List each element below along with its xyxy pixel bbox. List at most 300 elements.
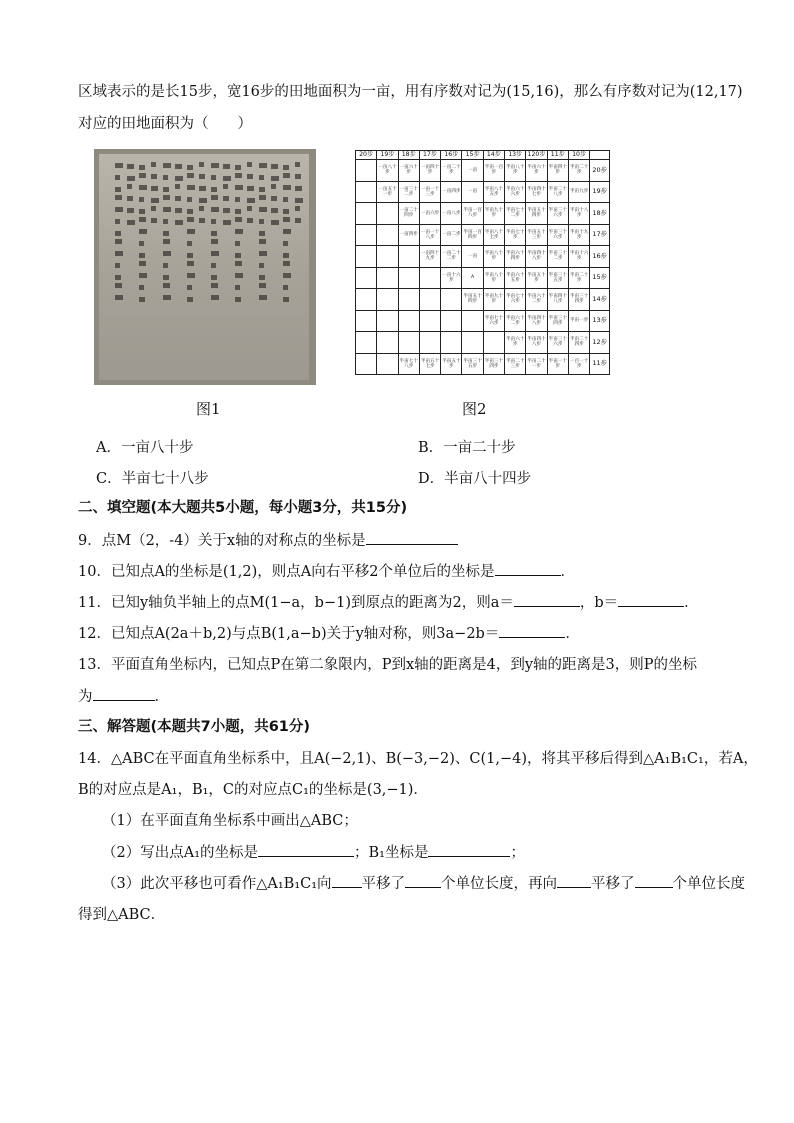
- table-cell: 一亩: [462, 160, 483, 182]
- brush-mark: [259, 239, 266, 244]
- q13-line2: 为 ．: [78, 686, 169, 707]
- table-cell: [356, 203, 377, 225]
- brush-mark: [235, 209, 241, 214]
- table-cell: 一亩一十三步: [419, 181, 440, 203]
- brush-mark: [163, 251, 171, 256]
- table-cell: 一亩八十步: [377, 160, 398, 182]
- table-row-label: 12步: [590, 332, 610, 354]
- q14-direction1-blank[interactable]: [332, 873, 362, 888]
- brush-mark: [187, 197, 192, 202]
- brush-mark: [259, 295, 267, 300]
- brush-mark: [151, 206, 156, 211]
- brush-mark: [223, 164, 230, 169]
- brush-mark: [163, 187, 169, 192]
- table-cell: 一亩四十步: [419, 160, 440, 182]
- table-cell: 半亩八十步: [483, 246, 504, 268]
- brush-mark: [139, 297, 145, 302]
- table-row-label: 11步: [590, 353, 610, 375]
- table-cell: [377, 224, 398, 246]
- q13-line1: 13．平面直角坐标内，已知点P在第二象限内，P到x轴的距离是4，到y轴的距离是3，则P的坐标: [78, 657, 698, 673]
- table-header-cell: 10步: [568, 151, 589, 160]
- brush-mark: [139, 229, 147, 234]
- table-cell: [377, 246, 398, 268]
- brush-mark: [127, 164, 134, 169]
- brush-mark: [223, 196, 229, 201]
- table-cell: [377, 203, 398, 225]
- table-cell: 半亩十九步: [568, 224, 589, 246]
- brush-mark: [187, 253, 193, 258]
- brush-mark: [115, 187, 121, 192]
- brush-mark: [175, 176, 183, 181]
- table-header-row: [356, 151, 610, 160]
- brush-mark: [139, 197, 144, 202]
- table-cell: [419, 332, 440, 354]
- table-cell: 一亩二十步: [441, 160, 462, 182]
- table-cell: 半亩四十八步: [526, 332, 547, 354]
- brush-mark: [187, 217, 194, 222]
- brush-mark: [115, 295, 123, 300]
- table-cell: 半亩四十步: [547, 160, 568, 182]
- brush-mark: [139, 173, 146, 178]
- brush-mark: [211, 283, 218, 288]
- brush-mark: [211, 295, 219, 300]
- table-cell: [419, 289, 440, 311]
- brush-mark: [235, 173, 242, 178]
- table-cell: 半亩八十七步: [483, 224, 504, 246]
- brush-mark: [235, 241, 240, 246]
- table-row-label: 16步: [590, 246, 610, 268]
- table-cell: 半亩二十四步: [568, 332, 589, 354]
- brush-mark: [271, 184, 276, 189]
- brush-mark: [163, 283, 170, 288]
- table-cell: 一亩十六步: [441, 267, 462, 289]
- brush-mark: [211, 163, 219, 168]
- table-row-label: 14步: [590, 289, 610, 311]
- table-cell: 半亩三十五步: [547, 267, 568, 289]
- table-cell: [356, 224, 377, 246]
- table-cell: [356, 246, 377, 268]
- table-cell: 半亩六十六步: [505, 181, 526, 203]
- table-cell: 半亩一步: [568, 310, 589, 332]
- table-cell: [356, 353, 377, 375]
- table-cell: 半亩六十二步: [526, 289, 547, 311]
- q12-answer-blank[interactable]: [499, 623, 565, 638]
- brush-mark: [139, 217, 146, 222]
- table-row: [356, 332, 610, 354]
- brush-mark: [115, 195, 122, 200]
- option-d: D．半亩八十四步: [418, 471, 532, 487]
- q14-direction2-blank[interactable]: [557, 873, 591, 888]
- brush-mark: [283, 209, 289, 214]
- brush-mark: [259, 187, 265, 192]
- figure2-area-table: [355, 150, 610, 375]
- table-cell: 半亩四十七步: [526, 181, 547, 203]
- brush-mark: [163, 263, 168, 268]
- brush-mark: [283, 185, 291, 190]
- brush-mark: [247, 218, 253, 223]
- table-cell: 半亩八十步: [483, 267, 504, 289]
- brush-mark: [187, 165, 193, 170]
- table-cell: 一亩: [462, 181, 483, 203]
- figure1-caption: 图1: [196, 400, 221, 418]
- option-b: B．一亩二十步: [418, 440, 516, 456]
- brush-mark: [199, 198, 207, 203]
- table-cell: 一亩二步: [441, 224, 462, 246]
- table-cell: [462, 332, 483, 354]
- brush-mark: [211, 195, 218, 200]
- table-cell: 一亩四步: [398, 224, 419, 246]
- table-row: [356, 267, 610, 289]
- brush-mark: [127, 176, 135, 181]
- table-cell: 半亩三十二步: [547, 246, 568, 268]
- brush-mark: [175, 196, 181, 201]
- brush-mark: [187, 185, 195, 190]
- table-cell: 一亩一十八步: [419, 224, 440, 246]
- brush-mark: [235, 297, 241, 302]
- brush-mark: [235, 217, 242, 222]
- brush-mark: [139, 241, 144, 246]
- table-cell: A: [462, 267, 483, 289]
- table-cell: 半亩八十步: [505, 160, 526, 182]
- table-cell: 半亩一十步: [547, 353, 568, 375]
- brush-mark: [151, 174, 157, 179]
- q10-answer-blank[interactable]: [495, 561, 561, 576]
- brush-mark: [283, 217, 290, 222]
- table-cell: 半亩九步: [568, 181, 589, 203]
- table-row: [356, 310, 610, 332]
- brush-mark: [211, 207, 219, 212]
- brush-mark: [283, 297, 289, 302]
- table-cell: 半亩三十四步: [568, 289, 589, 311]
- brush-mark: [211, 239, 218, 244]
- table-cell: [356, 332, 377, 354]
- table-row: [356, 203, 610, 225]
- brush-mark: [259, 207, 267, 212]
- q9-answer-blank[interactable]: [366, 530, 458, 545]
- brush-mark: [283, 197, 288, 202]
- table-cell: 半亩七十步: [505, 224, 526, 246]
- q14-part3-cont: 得到△ABC．: [78, 907, 166, 923]
- brush-mark: [199, 162, 204, 167]
- brush-mark: [127, 184, 132, 189]
- table-cell: 半亩二十步: [568, 267, 589, 289]
- table-cell: [483, 332, 504, 354]
- table-cell: 一亩四十九步: [419, 246, 440, 268]
- brush-mark: [151, 218, 157, 223]
- table-cell: [377, 289, 398, 311]
- table-cell: [398, 267, 419, 289]
- brush-mark: [259, 283, 266, 288]
- brush-mark: [115, 207, 123, 212]
- table-cell: [356, 181, 377, 203]
- brush-mark: [295, 206, 300, 211]
- table-cell: [398, 310, 419, 332]
- table-cell: 半亩一百四步: [462, 224, 483, 246]
- table-cell: 半亩五十四步: [526, 203, 547, 225]
- brush-mark: [259, 263, 264, 268]
- table-cell: 一亩八步: [441, 203, 462, 225]
- table-cell: 半亩六十步: [505, 332, 526, 354]
- brush-mark: [259, 231, 265, 236]
- brush-mark: [187, 241, 192, 246]
- brush-mark: [127, 196, 133, 201]
- brush-mark: [151, 162, 156, 167]
- table-cell: [356, 267, 377, 289]
- table-cell: 一亩四步: [441, 181, 462, 203]
- brush-mark: [283, 229, 291, 234]
- table-cell: [377, 332, 398, 354]
- q8-stem-line2: 对应的田地面积为（ ）: [78, 116, 252, 132]
- table-cell: [441, 289, 462, 311]
- brush-mark: [175, 164, 182, 169]
- table-cell: [398, 332, 419, 354]
- table-cell: 半亩二十步: [568, 160, 589, 182]
- brush-mark: [187, 273, 195, 278]
- table-header-cell: 120步: [527, 151, 546, 158]
- table-cell: 半亩九十步: [483, 289, 504, 311]
- table-cell: 一亩二十四步: [398, 203, 419, 225]
- brush-mark: [247, 174, 253, 179]
- table-cell: 半亩七十二步: [505, 203, 526, 225]
- table-header-cell: 17步: [419, 151, 440, 160]
- table-cell: [398, 246, 419, 268]
- table-cell: 半亩三十四步: [483, 353, 504, 375]
- table-cell: 半亩五十四步: [462, 289, 483, 311]
- table-cell: [419, 310, 440, 332]
- brush-mark: [127, 220, 135, 225]
- table-corner-cell: [590, 151, 610, 160]
- table-cell: 半亩三十五步: [462, 353, 483, 375]
- brush-mark: [271, 208, 278, 213]
- brush-mark: [115, 251, 123, 256]
- table-row: [356, 160, 610, 182]
- figure2-caption: 图2: [462, 400, 487, 418]
- brush-mark: [139, 209, 145, 214]
- q14-part2: （2）写出点A₁的坐标是 ；B₁坐标是 ；: [102, 842, 525, 863]
- table-cell: 半亩一百八步: [462, 203, 483, 225]
- brush-mark: [139, 253, 145, 258]
- table-cell: 半亩二十三步: [505, 353, 526, 375]
- table-header-cell: 19步: [377, 151, 398, 160]
- table-cell: 半亩三十四步: [547, 310, 568, 332]
- brush-mark: [151, 186, 158, 191]
- q14-part1: （1）在平面直角坐标系中画出△ABC；: [102, 813, 358, 829]
- brush-mark: [187, 285, 192, 290]
- brush-mark: [283, 273, 291, 278]
- table-row: [356, 246, 610, 268]
- brush-mark: [223, 208, 230, 213]
- brush-mark: [199, 218, 205, 223]
- option-c: C．半亩七十八步: [96, 471, 209, 487]
- table-cell: 半亩三十六步: [547, 332, 568, 354]
- brush-mark: [163, 275, 169, 280]
- brush-mark: [139, 165, 145, 170]
- section3-heading: 三、解答题(本题共7小题，共61分): [78, 719, 311, 735]
- brush-mark: [187, 297, 193, 302]
- brush-mark: [283, 253, 289, 258]
- table-cell: [377, 353, 398, 375]
- table-row: [356, 181, 610, 203]
- table-cell: 一亩六步: [419, 203, 440, 225]
- table-header-cell: 20步: [356, 151, 377, 160]
- brush-mark: [295, 174, 301, 179]
- brush-mark: [175, 208, 182, 213]
- table-cell: 半亩八十五步: [483, 181, 504, 203]
- brush-mark: [259, 195, 266, 200]
- table-cell: [356, 310, 377, 332]
- table-cell: [462, 310, 483, 332]
- table-cell: 一亩: [462, 246, 483, 268]
- table-header-cell: 15步: [462, 151, 483, 160]
- table-cell: 半亩四十八步: [526, 246, 547, 268]
- q11-a-blank[interactable]: [514, 592, 580, 607]
- table-row-label: 20步: [590, 160, 610, 182]
- brush-mark: [199, 174, 205, 179]
- table-cell: 半亩六十四步: [505, 246, 526, 268]
- table-cell: 半亩六十二步: [505, 310, 526, 332]
- table-cell: [441, 332, 462, 354]
- table-header-cell: 14步: [483, 151, 504, 160]
- table-cell: 半亩七十六步: [483, 310, 504, 332]
- brush-mark: [139, 185, 147, 190]
- q14-line1: 14．△ABC在平面直角坐标系中，且A(−2,1)、B(−3,−2)、C(1,−4)，将其平移后得到△A₁B₁C₁，若A，: [78, 751, 758, 767]
- section2-heading: 二、填空题(本大题共5小题，每小题3分，共15分): [78, 500, 408, 516]
- brush-mark: [139, 261, 146, 266]
- q14-units2-blank[interactable]: [635, 873, 673, 888]
- brush-mark: [223, 220, 231, 225]
- table-cell: 半亩二十一步: [526, 353, 547, 375]
- table-cell: 一百一十步: [568, 353, 589, 375]
- brush-mark: [163, 239, 170, 244]
- figure1-ancient-document-image: [94, 149, 316, 385]
- brush-mark: [235, 273, 243, 278]
- table-row-label: 19步: [590, 181, 610, 203]
- table-cell: 半亩六十步: [526, 160, 547, 182]
- q14-units1-blank[interactable]: [405, 873, 441, 888]
- table-cell: 半亩四十八步: [526, 310, 547, 332]
- q13-answer-blank[interactable]: [93, 686, 155, 701]
- brush-mark: [283, 241, 288, 246]
- brush-mark: [163, 207, 171, 212]
- table-header-cell: 13步: [505, 151, 526, 160]
- brush-mark: [235, 285, 240, 290]
- table-cell: [356, 289, 377, 311]
- table-cell: 半亩五十步: [441, 353, 462, 375]
- table-header-cell: 11步: [547, 151, 568, 160]
- table-row: [356, 353, 610, 375]
- brush-mark: [259, 163, 267, 168]
- brush-mark: [151, 198, 159, 203]
- brush-mark: [163, 163, 171, 168]
- brush-mark: [295, 198, 303, 203]
- brush-mark: [211, 275, 217, 280]
- table-cell: 半亩五十三步: [526, 224, 547, 246]
- brush-mark: [115, 283, 122, 288]
- brush-mark: [115, 275, 121, 280]
- table-row-label: 15步: [590, 267, 610, 289]
- option-a: A．一亩八十步: [96, 440, 194, 456]
- table-cell: 半亩二十八步: [547, 181, 568, 203]
- brush-mark: [259, 219, 264, 224]
- q12: 12．已知点A(2a＋b,2)与点B(1,a−b)关于y轴对称，则3a−2b＝ ．: [78, 623, 580, 644]
- brush-mark: [187, 229, 195, 234]
- table-cell: [377, 310, 398, 332]
- q14-a1-blank[interactable]: [258, 842, 354, 857]
- table-cell: 半亩七十八步: [398, 353, 419, 375]
- brush-mark: [259, 275, 265, 280]
- brush-mark: [235, 229, 243, 234]
- brush-mark: [139, 285, 144, 290]
- table-row-label: 13步: [590, 310, 610, 332]
- brush-mark: [115, 263, 120, 268]
- q11: 11．已知y轴负半轴上的点M(1−a，b−1)到原点的距离为2，则a＝ ，b＝ ．: [78, 592, 699, 613]
- brush-mark: [199, 186, 206, 191]
- brush-mark: [295, 162, 300, 167]
- brush-mark: [115, 219, 120, 224]
- table-cell: 半亩七十六步: [505, 289, 526, 311]
- table-row-label: 17步: [590, 224, 610, 246]
- brush-mark: [163, 231, 169, 236]
- table-cell: 半亩四十八步: [547, 289, 568, 311]
- q14-b1-blank[interactable]: [428, 842, 510, 857]
- q8-stem-line1: 区域表示的是长15步，宽16步的田地面积为一亩，用有序数对记为(15,16)，那么有序数对记为(12,17): [78, 84, 743, 100]
- brush-mark: [235, 185, 243, 190]
- brush-mark: [163, 219, 168, 224]
- brush-mark: [235, 197, 240, 202]
- q14-part3: （3）此次平移也可看作△A₁B₁C₁向 平移了 个单位长度，再向 平移了 个单位长度: [102, 873, 745, 894]
- brush-mark: [283, 261, 290, 266]
- q11-b-blank[interactable]: [618, 592, 684, 607]
- table-cell: 一亩二十二步: [441, 246, 462, 268]
- brush-mark: [211, 231, 217, 236]
- brush-mark: [283, 173, 290, 178]
- table-cell: [419, 267, 440, 289]
- table-cell: 半亩一百步: [483, 160, 504, 182]
- table-cell: 一亩三十二步: [398, 181, 419, 203]
- brush-mark: [247, 186, 254, 191]
- brush-mark: [211, 219, 216, 224]
- brush-mark: [271, 164, 278, 169]
- table-cell: 半亩五十七步: [419, 353, 440, 375]
- table-row: [356, 224, 610, 246]
- table-cell: [356, 160, 377, 182]
- table-cell: 半亩五十步: [526, 267, 547, 289]
- brush-mark: [211, 175, 216, 180]
- brush-mark: [115, 231, 121, 236]
- brush-mark: [259, 175, 264, 180]
- brush-mark: [283, 165, 289, 170]
- brush-mark: [247, 206, 252, 211]
- table-cell: [398, 289, 419, 311]
- q14-line2: B的对应点是A₁，B₁，C的对应点C₁的坐标是(3,−1)．: [78, 782, 428, 798]
- table-cell: [441, 310, 462, 332]
- brush-mark: [211, 251, 219, 256]
- brush-mark: [271, 176, 279, 181]
- table-cell: 半亩十八步: [568, 203, 589, 225]
- table-cell: 一亩五十一步: [377, 181, 398, 203]
- brush-mark: [211, 187, 217, 192]
- brush-mark: [295, 186, 302, 191]
- brush-mark: [115, 239, 122, 244]
- brush-mark: [259, 251, 267, 256]
- brush-mark: [115, 163, 123, 168]
- brush-mark: [235, 253, 241, 258]
- brush-mark: [247, 162, 252, 167]
- table-cell: 一亩六十步: [398, 160, 419, 182]
- brush-mark: [223, 176, 231, 181]
- table-cell: [377, 267, 398, 289]
- brush-mark: [223, 184, 228, 189]
